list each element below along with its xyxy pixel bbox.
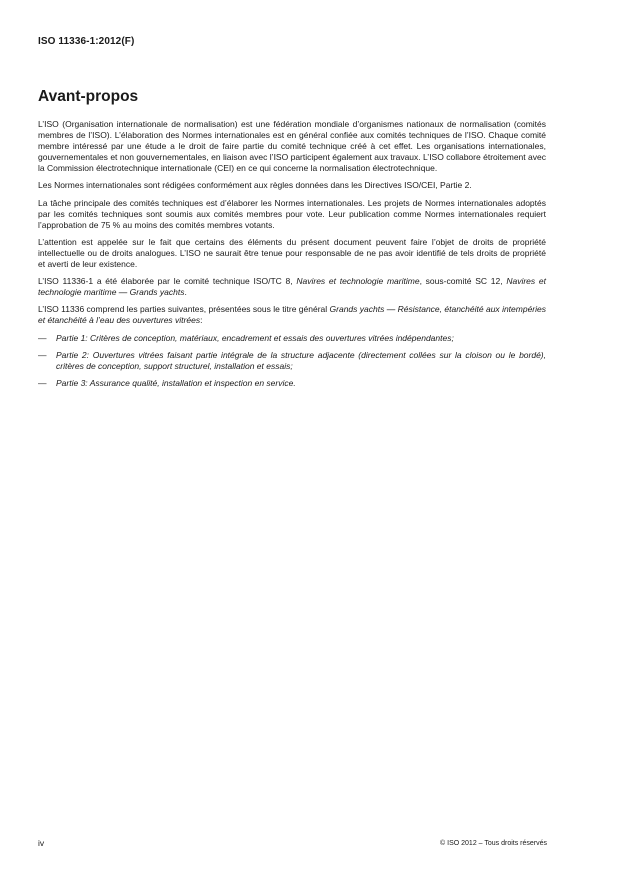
dash-bullet: —	[38, 377, 47, 388]
page-number: iv	[38, 838, 45, 848]
dash-bullet: —	[38, 349, 47, 360]
paragraph-iso-intro: L’ISO (Organisation internationale de normalisation) est une fédération mondiale d’organismes nationaux de normalisation (comités membres de l’ISO). L’élaboration des Normes internationales est en général confiée aux comités techniques de l’ISO. Chaque comité membre intéressé par une étude a le droit de faire partie du comité technique créé à cet effet. Les organisations internationales, gouvernementales et non gouvernementales, en liaison avec l’ISO participent également aux travaux. L’ISO collabore étroitement avec la Commission électrotechnique internationale (CEI) en ce qui concerne la normalisation électrotechnique.	[38, 119, 546, 174]
general-title: Grands yachts — Résistance, étanchéité aux intempéries et étanchéité à l’eau des ouvertures vitrées	[38, 304, 546, 326]
list-item	[38, 378, 546, 389]
document-identifier: ISO 11336-1:2012(F)	[38, 36, 135, 47]
part-title: Partie 1: Critères de conception, matériaux, encadrement et essais des ouvertures vitrées indépendantes;	[56, 332, 454, 343]
committee-title: Navires et technologie maritime	[296, 276, 420, 287]
document-body	[38, 119, 546, 395]
paragraph-text: L’ISO 11336 comprend les parties suivantes, présentées sous le titre général	[38, 304, 330, 315]
paragraph-text: :	[200, 315, 203, 326]
paragraph-patent-rights: L’attention est appelée sur le fait que certains des éléments du présent document peuvent faire l’objet de droits de propriété intellectuelle ou de droits analogues. L’ISO ne saurait être tenue pour responsable de ne pas avoir identifié de tels droits de propriété et averti de leur existence.	[38, 236, 546, 270]
subcommittee-title: Navires et technologie maritime — Grands yachts	[38, 276, 546, 298]
section-heading: Avant-propos	[38, 88, 139, 105]
part-title: Partie 3: Assurance qualité, installation et inspection en service.	[56, 377, 296, 388]
dash-bullet: —	[38, 332, 47, 343]
list-item	[38, 333, 546, 344]
paragraph-parts-intro	[38, 304, 546, 326]
paragraph-prepared-by	[38, 276, 546, 298]
paragraph-text: L’ISO 11336-1 a été élaborée par le comité technique ISO/TC 8,	[38, 276, 297, 287]
list-item	[38, 350, 546, 372]
paragraph-text: .	[184, 287, 187, 298]
copyright-notice: © ISO 2012 – Tous droits réservés	[440, 840, 547, 847]
paragraph-text: , sous-comité SC 12,	[419, 276, 507, 287]
paragraph-directives: Les Normes internationales sont rédigées conformément aux règles données dans les Directives ISO/CEI, Partie 2.	[38, 180, 472, 191]
paragraph-committee-task: La tâche principale des comités techniques est d’élaborer les Normes internationales. Les projets de Normes internationales adoptés par les comités techniques sont soumis aux comités membres pour vote. Leur publication comme Normes internationales requiert l’approbation de 75 % au moins des comités membres votants.	[38, 197, 546, 230]
part-title: Partie 2: Ouvertures vitrées faisant partie intégrale de la structure adjacente (directement collées sur la cloison ou le bordé), critères de conception, support structurel, installation et essais;	[56, 349, 546, 371]
